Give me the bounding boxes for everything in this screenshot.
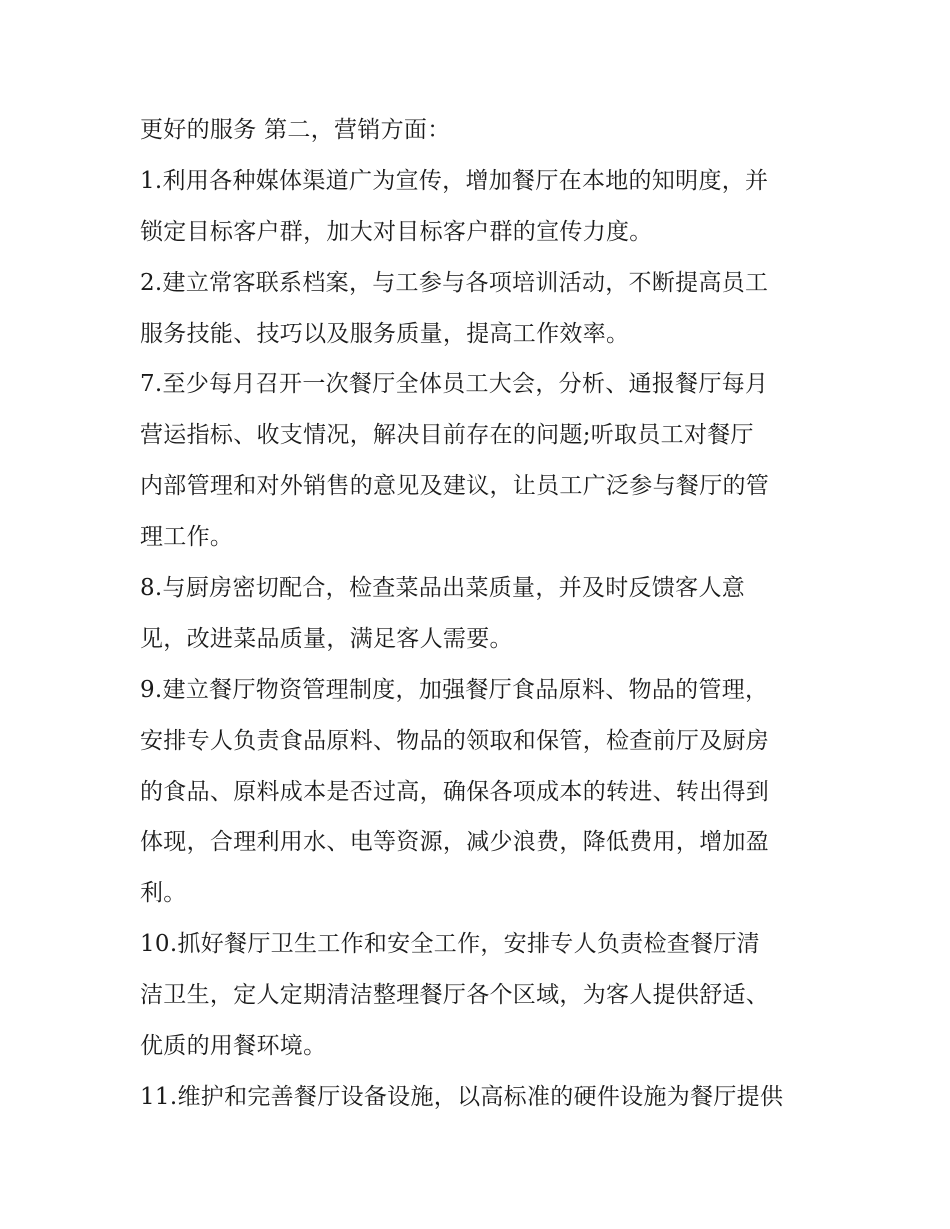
text-line: 1.利用各种媒体渠道广为宣传，增加餐厅在本地的知明度，并	[140, 167, 769, 194]
text-line: 体现，合理利用水、电等资源，减少浪费，降低费用，增加盈	[140, 829, 770, 856]
text-line: 11.维护和完善餐厅设备设施，以高标准的硬件设施为餐厅提供	[140, 1083, 784, 1110]
text-line: 锁定目标客户群，加大对目标客户群的宣传力度。	[140, 218, 653, 245]
text-line: 营运指标、收支情况，解决目前存在的问题;听取员工对餐厅	[140, 422, 754, 449]
text-line: 优质的用餐环境。	[140, 1033, 327, 1060]
text-line: 理工作。	[140, 524, 234, 551]
text-line: 内部管理和对外销售的意见及建议，让员工广泛参与餐厅的管	[140, 473, 770, 500]
text-line: 更好的服务 第二，营销方面：	[140, 117, 451, 143]
text-line: 利。	[140, 880, 187, 907]
text-line: 安排专人负责食品原料、物品的领取和保管，检查前厅及厨房	[140, 727, 770, 754]
text-line: 9.建立餐厅物资管理制度，加强餐厅食品原料、物品的管理，	[140, 676, 769, 703]
text-line: 见，改进菜品质量，满足客人需要。	[140, 625, 513, 652]
text-line: 8.与厨房密切配合，检查菜品出菜质量，并及时反馈客人意	[140, 575, 746, 602]
text-line: 的食品、原料成本是否过高，确保各项成本的转进、转出得到	[140, 778, 770, 805]
text-line: 2.建立常客联系档案，与工参与各项培训活动，不断提高员工	[140, 269, 769, 296]
text-line: 10.抓好餐厅卫生工作和安全工作，安排专人负责检查餐厅清	[140, 931, 760, 958]
text-line: 7.至少每月召开一次餐厅全体员工大会，分析、通报餐厅每月	[140, 371, 769, 398]
text-line: 服务技能、技巧以及服务质量，提高工作效率。	[140, 320, 630, 347]
document-body	[140, 105, 820, 1123]
text-line: 洁卫生，定人定期清洁整理餐厅各个区域，为客人提供舒适、	[140, 982, 770, 1009]
